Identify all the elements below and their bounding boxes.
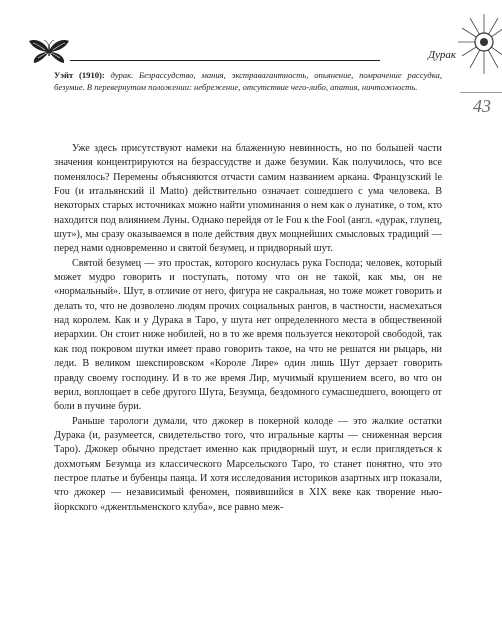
paragraph: Уже здесь присутствуют намеки на блаженную невинность, но по большей части значения концентрируются на безрассудстве и даже безумии. Как получилось, что все поменялось? Перемены объясняются отчасти самим названием аркана. Французский le Fou (и итальянский il Matto) действительно означает сошедшего с ума человека. В некоторых старых источниках можно найти упоминания о нем как о лунатике, о том, кто находится под влиянием Луны. Однако перейдя от le Fou к the Fool (англ. «дурак, глупец, шут»), мы сразу оказываемся в поле действия двух мощнейших смысловых традиций — перед нами одновременно и святой безумец, и придворный шут. (54, 143, 442, 255)
page-number-rule (460, 92, 502, 93)
keyword-text: дурак. Безрассудство, мания, экстравагантность, опьянение, помрачение рассудка, безумие. В перевернутом положении: небрежение, отсутствие чего-либо, апатия, ничтожность. (54, 70, 442, 92)
keyword-block (54, 70, 442, 93)
running-head: Дурак (428, 49, 456, 61)
body-text (54, 142, 442, 515)
page-number: 43 (473, 96, 491, 116)
paragraph: Раньше тарологи думали, что джокер в покерной колоде — это жалкие остатки Дурака (и, разумеется, свидетельство того, что игральные карты — сниженная версия Таро). Джокер обычно предстает именно как придворный шут, и если приглядеться к дохмотьям Безумца из классического Марсельского Таро, то станет понятно, что это пестрое платье и бубенцы паяца. И хотя исследования историков азартных игр показали, что джокер — независимый феномен, появившийся в XIX веке как творение нью-йоркского «джентльменского клуба», все равно меж- (54, 415, 442, 513)
paragraph: Святой безумец — это простак, которого коснулась рука Господа; человек, который может мудро говорить и поступать, потому что он не такой, как мы, он не «нормальный». Шут, в отличие от него, фигура не сакральная, но тоже может говорить и делать то, что не дозволено людям прочих социальных рангов, в частности, насмехаться над королем. Как и у Дурака в Таро, у шута нет определенного места в общественной иерархии. Он стоит ниже нобилей, но в то же время пользуется некоторой свободой, так как под покровом шутки имеет право говорить такое, на что не решатся ни рыцарь, ни леди. В великом шекспировском «Короле Лире» один лишь Шут дерзает говорить правду своему господину. И в то же время Лир, мучимый крушением всего, во что он верил, воплощает в себе другого Шута, Безумца, бездомного сумасшедшего, воющего от боли в пучине бури. (54, 257, 442, 413)
butterfly-icon (28, 38, 70, 64)
keyword-source: Уэйт (1910): (54, 70, 105, 80)
header-rule (70, 60, 380, 61)
sun-icon (454, 12, 502, 78)
